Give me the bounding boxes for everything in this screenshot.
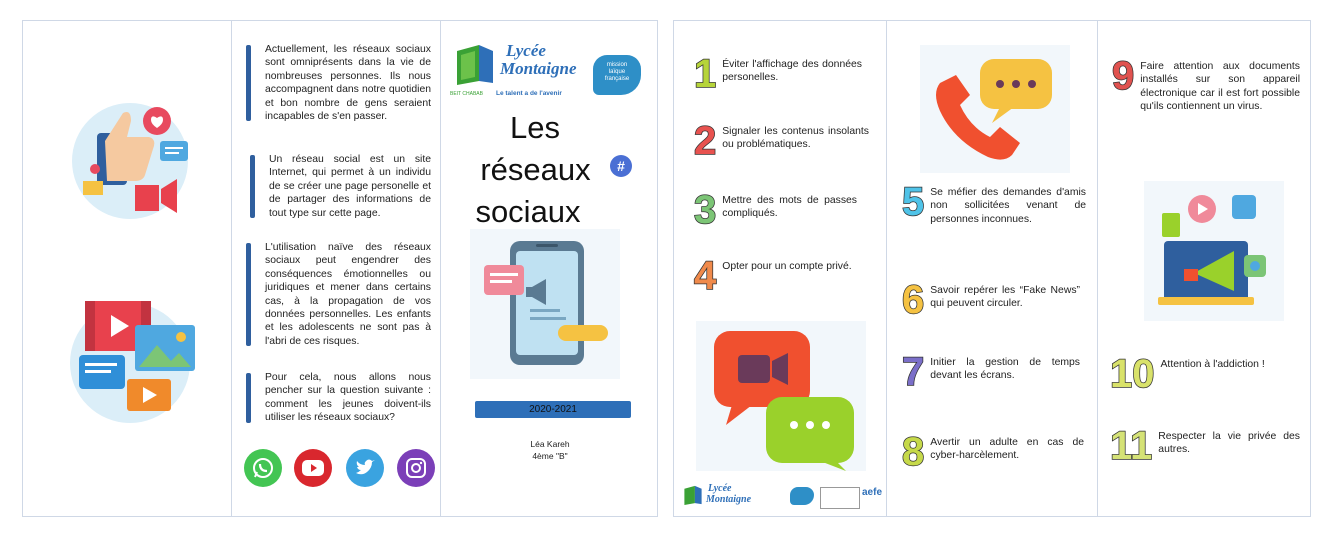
tip-number: 3	[694, 188, 717, 232]
tip-text: Attention à l'addiction !	[1160, 359, 1265, 370]
footer-homologation-badge	[820, 487, 860, 509]
digital-marketing-illustration	[1144, 181, 1284, 321]
lycee-logo-book-icon	[453, 41, 497, 87]
intro-paragraph-1: Actuellement, les réseaux sociaux sont omniprésents dans la vie de nombreuses personnes. Ils nous accompagnent dans notre quotidien et bon nombre de gens seraient incapables de s'en passer.	[265, 44, 431, 123]
tip-text: Mettre des mots de passes compliqués.	[722, 195, 857, 220]
hashtag-icon: #	[610, 155, 632, 177]
author-name: Léa Kareh	[530, 439, 570, 449]
tip-number: 7	[902, 350, 925, 394]
tip-8	[902, 430, 1084, 474]
tip-number: 5	[902, 180, 925, 224]
intro-paragraph-2: Un réseau social est un site Internet, qui permet à un individu de se créer une page personelle et de partager des informations de tout type sur cette page.	[269, 154, 431, 219]
tip-number: 6	[902, 278, 925, 322]
tip-number: 10	[1110, 352, 1155, 396]
tip-5	[902, 180, 1086, 226]
cover-title-line1: Les	[510, 110, 560, 145]
tip-text: Avertir un adulte en cas de cyber-harcèlement.	[930, 437, 1084, 462]
mission-laique-badge	[593, 55, 641, 95]
media-illustration	[63, 291, 197, 425]
tip-text: Savoir repérer les “Fake News” qui peuvent circuler.	[930, 285, 1080, 310]
phone-megaphone-illustration	[470, 229, 620, 379]
tip-number: 4	[694, 254, 717, 298]
tip-number: 8	[902, 430, 925, 474]
tip-number: 9	[1112, 54, 1135, 98]
brochure-outside	[22, 20, 658, 517]
cover-title-line3: sociaux	[475, 194, 581, 229]
tip-1	[694, 52, 862, 96]
tip-number: 11	[1110, 424, 1153, 468]
brochure-inside	[673, 20, 1311, 517]
social-likes-illustration	[65, 93, 195, 223]
tip-2	[694, 119, 869, 163]
author-class: 4ème "B"	[532, 451, 568, 461]
mission-badge-text: mission laïque française	[604, 62, 630, 82]
tip-text: Respecter la vie privée des autres.	[1158, 431, 1300, 456]
intro-paragraph-3: L'utilisation naïve des réseaux sociaux peut engendrer des conséquences émotionnelles ou juridiques et mener dans certains cas, à la propagation de vos données personnelles. Les enfants et les adolescents ne sont pas à l'abri de ces risques.	[265, 242, 431, 347]
cover-panel	[440, 21, 659, 516]
logo-name-line2: Montaigne	[500, 59, 577, 78]
footer-aefe-logo: aefe	[862, 487, 883, 498]
logo-city: BEIT CHABAB	[450, 91, 483, 97]
footer-lycee-logo-icon	[682, 484, 704, 506]
footer-mission-badge	[790, 487, 814, 505]
logo-name-line1: Lycée	[506, 41, 546, 60]
tip-text: Initier la gestion de temps devant les écrans.	[930, 357, 1080, 382]
cover-title-line2: réseaux	[480, 152, 591, 187]
logo-tagline: Le talent a de l'avenir	[496, 90, 562, 97]
tip-text: Opter pour un compte privé.	[722, 261, 852, 272]
tip-text: Éviter l'affichage des données personelles.	[722, 59, 862, 84]
twitter-icon	[346, 449, 384, 487]
phone-call-illustration	[920, 45, 1070, 173]
tip-number: 1	[694, 52, 717, 96]
tip-6	[902, 278, 1080, 322]
whatsapp-icon	[244, 449, 282, 487]
intro-text-panel	[231, 21, 440, 516]
footer-logo-line2: Montaigne	[706, 494, 752, 505]
tip-text: Faire attention aux documents installés sur son appareil électronique car il est fort possible qu'ils contiennent un virus.	[1140, 61, 1300, 113]
youtube-icon	[294, 449, 332, 487]
tip-9	[1112, 54, 1300, 114]
tip-text: Signaler les contenus insolants ou problématiques.	[722, 126, 869, 151]
tip-7	[902, 350, 1080, 394]
tip-11	[1110, 424, 1300, 468]
tip-text: Se méfier des demandes d'amis non sollicitées venant de personnes inconnues.	[930, 187, 1086, 225]
video-chat-illustration	[696, 321, 866, 471]
tip-10	[1110, 352, 1300, 396]
intro-paragraph-4: Pour cela, nous allons nous pencher sur la question suivante : comment les jeunes doivent-ils utiliser les réseaux sociaux?	[265, 372, 431, 424]
instagram-icon	[397, 449, 435, 487]
illustration-panel	[23, 21, 231, 516]
school-year-bar: 2020-2021	[475, 401, 631, 418]
tip-3	[694, 188, 857, 232]
tip-number: 2	[694, 119, 717, 163]
footer-logo-line1: Lycée	[708, 483, 732, 494]
tip-4	[694, 254, 869, 298]
